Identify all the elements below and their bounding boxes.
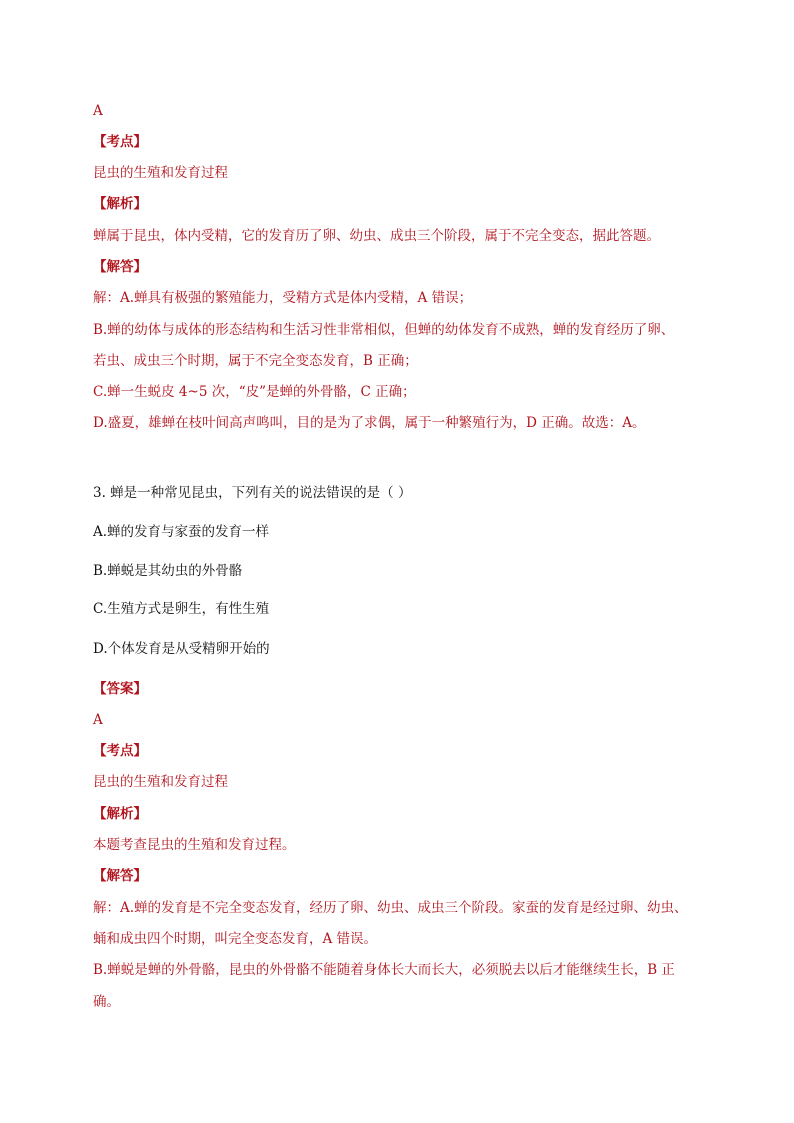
option-d: D.个体发育是从受精卵开始的 xyxy=(93,641,270,657)
option-c: C.生殖方式是卵生，有性生殖 xyxy=(93,601,270,617)
jieda-label: 【解答】 xyxy=(93,259,147,275)
jieda-label: 【解答】 xyxy=(93,868,147,884)
kaodian-text: 昆虫的生殖和发育过程 xyxy=(93,165,228,181)
answer-label: 【答案】 xyxy=(93,681,147,697)
jieda-line: 解：A.蝉的发育是不完全变态发育，经历了卵、幼虫、成虫三个阶段。家蚕的发育是经过卵、幼虫、 xyxy=(93,900,688,916)
answer-value: A xyxy=(93,103,103,119)
jieda-line: D.盛夏，雄蝉在枝叶间高声鸣叫，目的是为了求偶，属于一种繁殖行为，D 正确。故选：A。 xyxy=(93,415,646,431)
kaodian-label: 【考点】 xyxy=(93,743,147,759)
kaodian-label: 【考点】 xyxy=(93,134,147,150)
jieda-line: B.蝉蜕是蝉的外骨骼，昆虫的外骨骼不能随着身体长大而长大，必须脱去以后才能继续生长，B 正 xyxy=(93,962,675,978)
jieda-line: B.蝉的幼体与成体的形态结构和生活习性非常相似，但蝉的幼体发育不成熟，蝉的发育经历了卵、 xyxy=(93,322,675,338)
answer-value: A xyxy=(93,712,103,728)
question-stem: 3. 蝉是一种常见昆虫，下列有关的说法错误的是（ ） xyxy=(93,485,412,501)
jieda-line: 蛹和成虫四个时期，叫完全变态发育，A 错误。 xyxy=(93,931,378,947)
jiexi-label: 【解析】 xyxy=(93,196,147,212)
jieda-line: 确。 xyxy=(93,994,120,1010)
jiexi-text: 本题考查昆虫的生殖和发育过程。 xyxy=(93,837,296,853)
option-b: B.蝉蜕是其幼虫的外骨骼 xyxy=(93,563,243,579)
option-a: A.蝉的发育与家蚕的发育一样 xyxy=(93,524,270,540)
jiexi-text: 蝉属于昆虫，体内受精，它的发育历了卵、幼虫、成虫三个阶段，属于不完全变态，据此答题。 xyxy=(93,228,660,244)
jieda-line: 解：A.蝉具有极强的繁殖能力，受精方式是体内受精，A 错误； xyxy=(93,290,473,306)
jieda-line: C.蝉一生蜕皮 4~5 次，“皮”是蝉的外骨骼，C 正确； xyxy=(93,384,416,400)
jiexi-label: 【解析】 xyxy=(93,806,147,822)
kaodian-text: 昆虫的生殖和发育过程 xyxy=(93,774,228,790)
jieda-line: 若虫、成虫三个时期，属于不完全变态发育，B 正确； xyxy=(93,353,418,369)
